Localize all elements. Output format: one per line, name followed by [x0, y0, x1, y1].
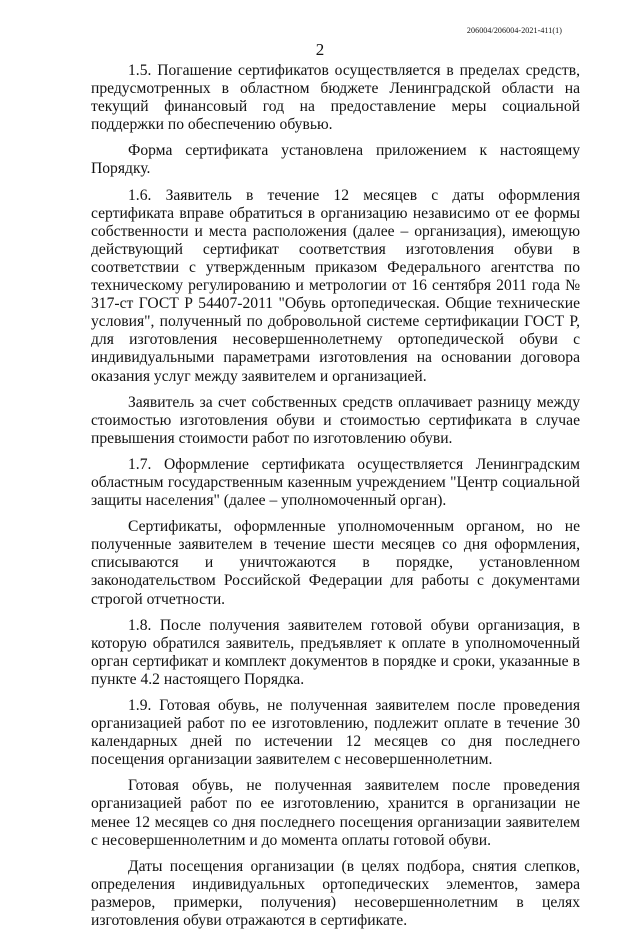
paragraph-payment-difference: Заявитель за счет собственных средств оплачивает разницу между стоимостью изготовления обуви и стоимостью сертификата в случае превышения стоимости работ по изготовлению обуви. [91, 393, 580, 447]
paragraph-1-6: 1.6. Заявитель в течение 12 месяцев с даты оформления сертификата вправе обратиться в организацию независимо от ее формы собственности и места расположения (далее – организация), имеющую действующий сертификат соответствия изготовления обуви в соответствии с утвержденным приказом Федерального агентства по техническому регулированию и метрологии от 16 сентября 2011 года № 317-ст ГОСТ Р 54407-2011 "Обувь ортопедическая. Общие технические условия", полученный по добровольной системе сертификации ГОСТ Р, для изготовления несовершеннолетнему ортопедической обуви с индивидуальными параметрами изготовления на основании договора оказания услуг между заявителем и организацией. [91, 186, 580, 385]
paragraph-1-5: 1.5. Погашение сертификатов осуществляется в пределах средств, предусмотренных в областном бюджете Ленинградской области на текущий финансовый год на предоставление меры социальной поддержки по обеспечению обувью. [91, 62, 580, 134]
page-number: 2 [315, 40, 325, 59]
paragraph-certificate-form: Форма сертификата установлена приложением к настоящему Порядку. [91, 142, 580, 178]
paragraph-1-8: 1.8. После получения заявителем готовой обуви организация, в которую обратился заявитель, предъявляет к оплате в уполномоченный орган сертификат и комплект документов в порядке и сроки, указанные в пункте 4.2 настоящего Порядка. [91, 616, 580, 688]
paragraph-visit-dates: Даты посещения организации (в целях подбора, снятия слепков, определения индивидуальных ортопедических элементов, замера размеров, примерки, получения) несовершеннолетним в целях изготовления обуви отражаются в сертификате. [91, 857, 580, 930]
paragraph-storage-of-shoes: Готовая обувь, не полученная заявителем после проведения организацией работ по ее изготовлению, хранится в организации не менее 12 месяцев со дня последнего посещения организации заявителем с несовершеннолетним и до момента оплаты готовой обуви. [91, 777, 580, 849]
paragraph-1-9: 1.9. Готовая обувь, не полученная заявителем после проведения организацией работ по ее изготовлению, подлежит оплате в течение 30 календарных дней по истечении 12 месяцев со дня последнего посещения организации заявителем с несовершеннолетним. [91, 697, 580, 769]
document-id: 206004/206004-2021-411(1) [466, 26, 562, 35]
paragraph-1-7: 1.7. Оформление сертификата осуществляется Ленинградским областным государственным казенным учреждением "Центр социальной защиты населения" (далее – уполномоченный орган). [91, 455, 580, 510]
paragraph-unclaimed-certificates: Сертификаты, оформленные уполномоченным органом, но не полученные заявителем в течение шести месяцев со дня оформления, списываются и уничтожаются в порядке, установленном законодательством Российской Федерации для работы с документами строгой отчетности. [91, 518, 580, 608]
document-body [91, 62, 580, 938]
